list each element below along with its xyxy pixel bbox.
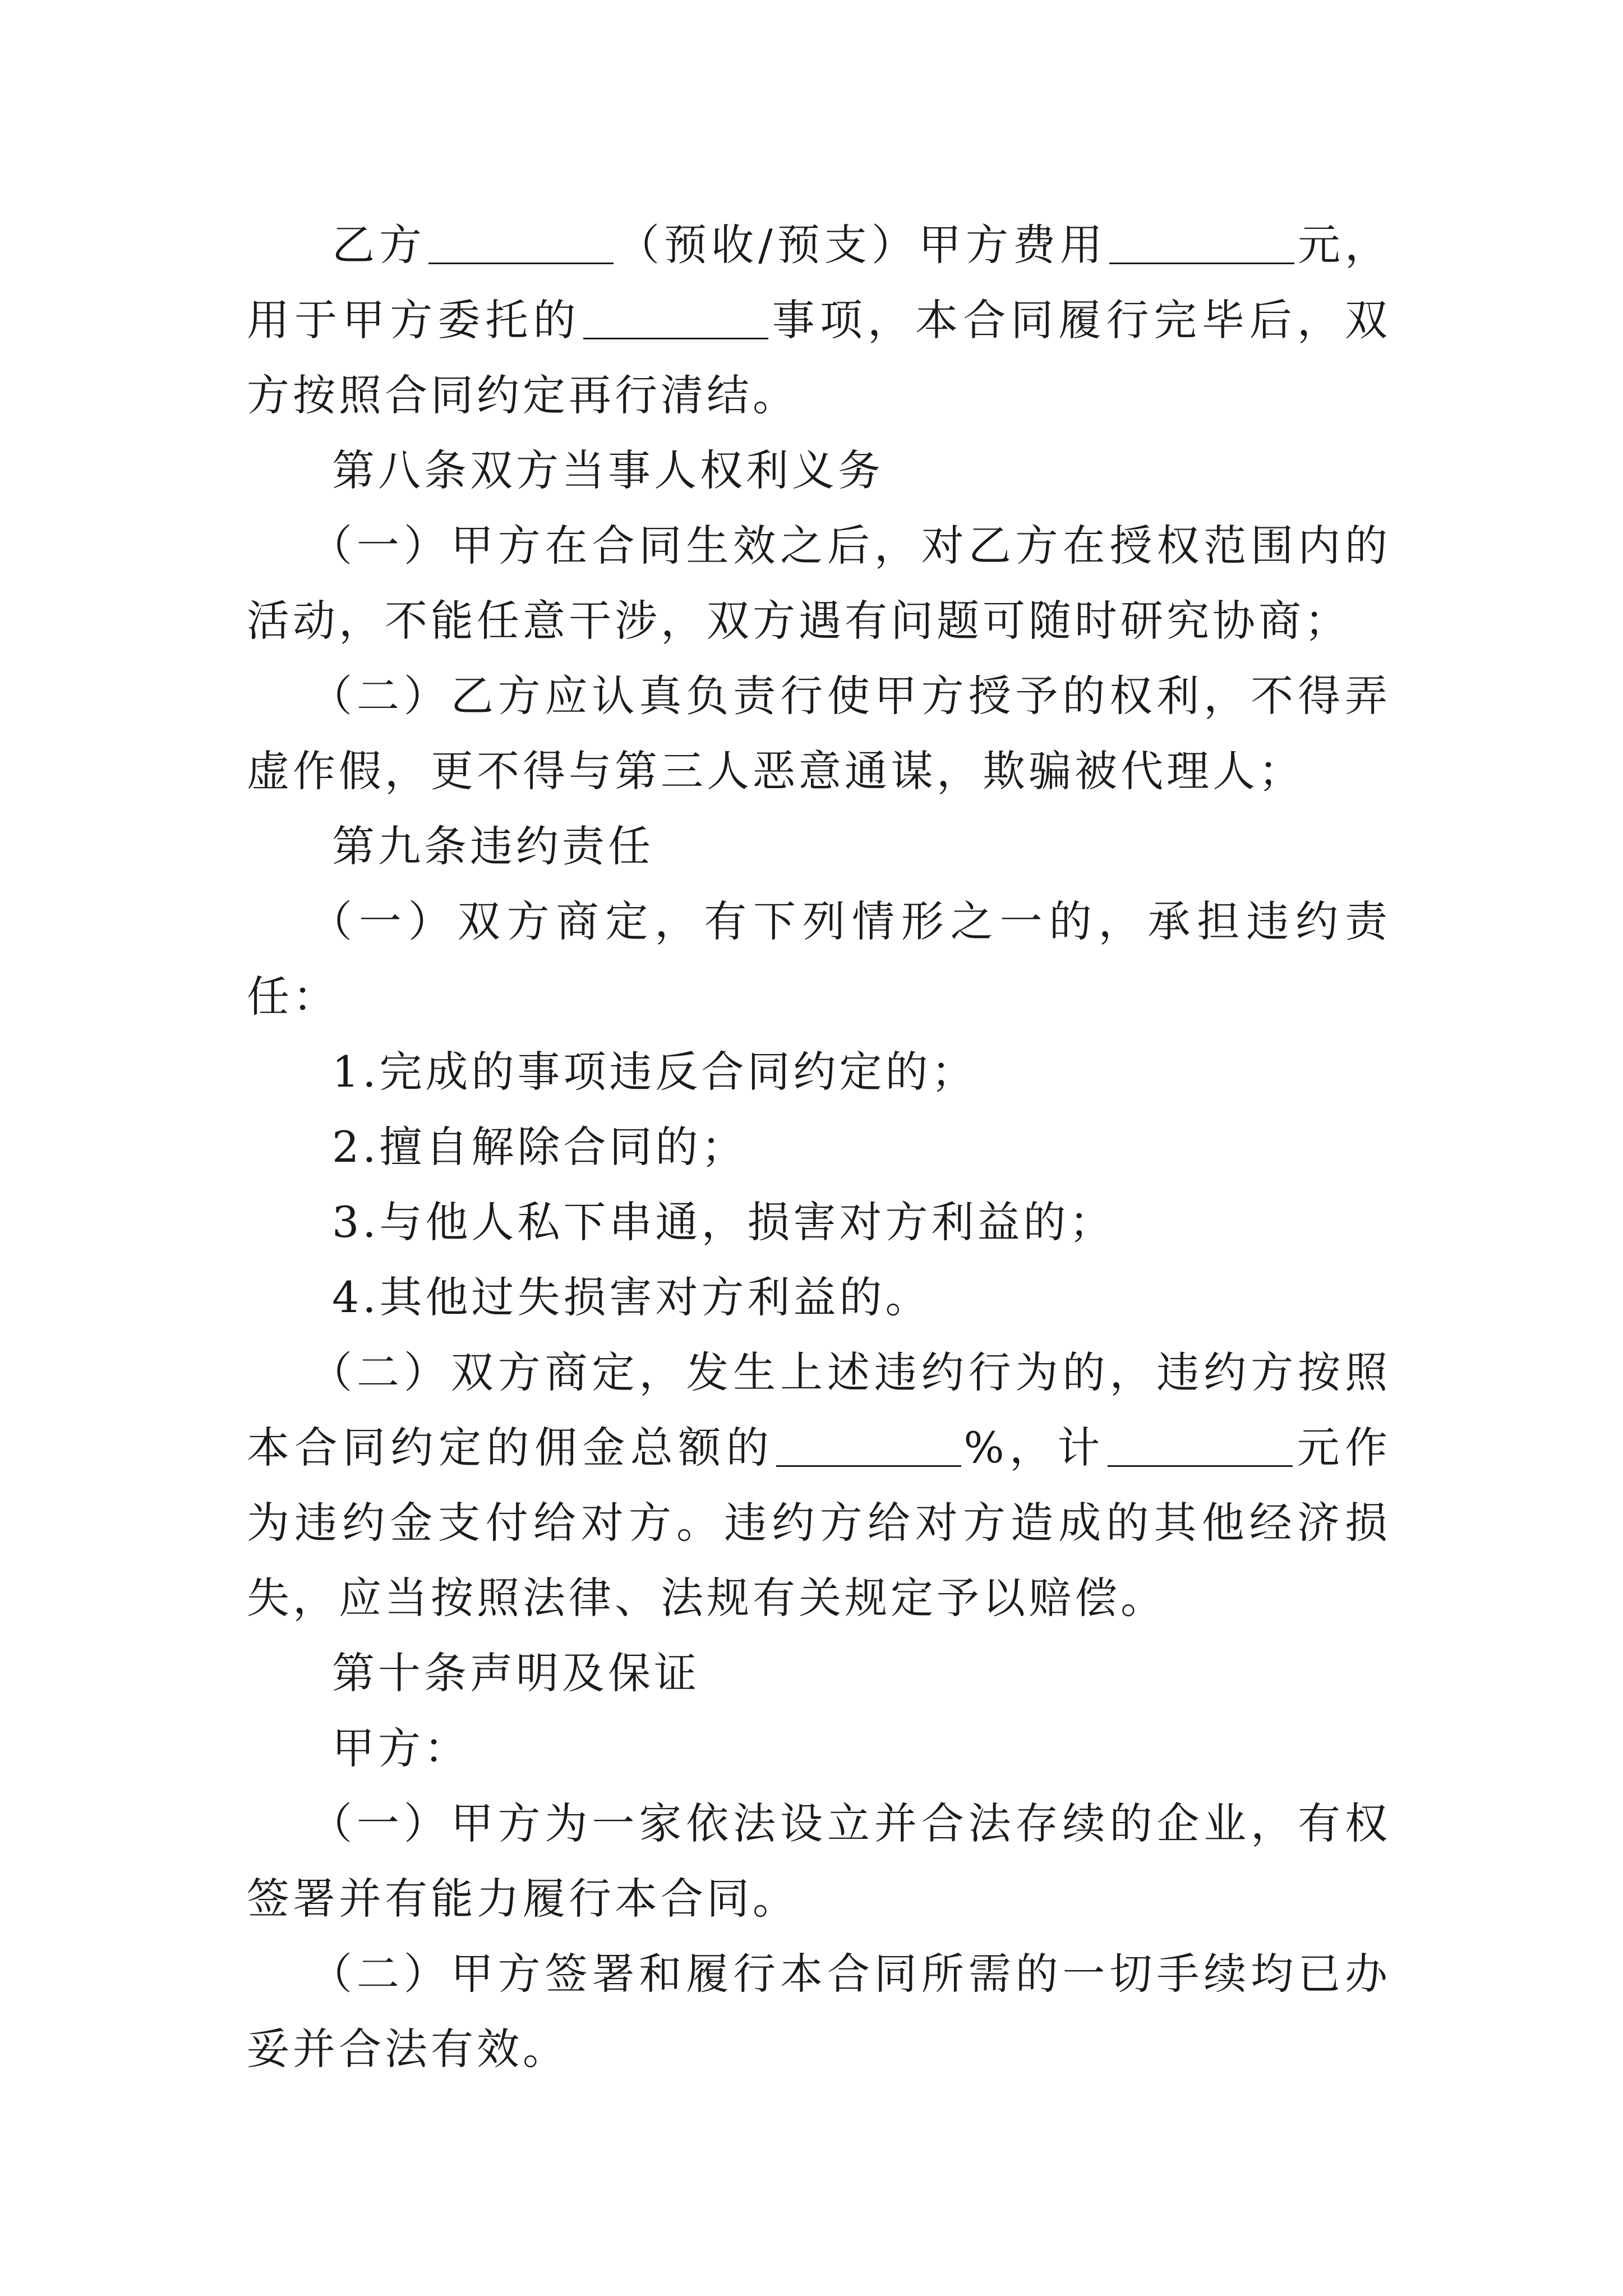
article-10-clause-1: （一）甲方为一家依法设立并合法存续的企业，有权签署并有能力履行本合同。 [247, 1798, 1391, 1924]
document-body [247, 208, 1391, 2087]
article-9-item-2: 2.擅自解除合同的； [332, 1122, 748, 1172]
text-segment: %，计 [963, 1423, 1106, 1473]
article-10-clause-2: （二）甲方签署和履行本合同所需的一切手续均已办妥并合法有效。 [247, 1949, 1391, 2074]
party-a-label: 甲方： [332, 1723, 470, 1773]
prepayment-paragraph [247, 208, 1391, 433]
text-segment: （预收/预支）甲方费用 [616, 220, 1107, 270]
blank-field[interactable] [776, 1423, 961, 1467]
article-8-heading: 第八条双方当事人权利义务 [332, 445, 884, 495]
article-8-clause-1: （一）甲方在合同生效之后，对乙方在授权范围内的活动，不能任意干涉，双方遇有问题可随时研究协商； [247, 521, 1391, 646]
blank-field[interactable] [1109, 220, 1294, 264]
text-segment: （二）双方商定，发生上述违约行为的，违约方按照本合同约定的佣金总额的 [247, 1347, 1391, 1473]
text-segment: 元，用于甲方委托的 [247, 220, 1391, 345]
text-segment: 元作为违约金支付给对方。违约方给对方造成的其他经济损失，应当按照法律、法规有关规定予以赔偿。 [247, 1423, 1391, 1623]
blank-field[interactable] [428, 220, 614, 264]
article-9-item-1: 1.完成的事项违反合同约定的； [332, 1047, 978, 1097]
article-9-item-4: 4.其他过失损害对方利益的。 [332, 1272, 932, 1322]
text-segment: 乙方 [332, 220, 427, 270]
blank-field[interactable] [1108, 1423, 1293, 1467]
article-9-clause-2 [247, 1335, 1391, 1636]
article-8-clause-2: （二）乙方应认真负责行使甲方授予的权利，不得弄虚作假，更不得与第三人恶意通谋，欺骗被代理人； [247, 671, 1391, 796]
article-10-heading: 第十条声明及保证 [332, 1648, 700, 1698]
article-9-item-3: 3.与他人私下串通，损害对方利益的； [332, 1197, 1115, 1247]
blank-field[interactable] [583, 295, 768, 339]
article-9-clause-1: （一）双方商定，有下列情形之一的，承担违约责任： [247, 896, 1391, 1022]
text-segment: 事项，本合同履行完毕后，双方按照合同约定再行清结。 [247, 295, 1391, 420]
article-9-heading: 第九条违约责任 [332, 821, 654, 871]
